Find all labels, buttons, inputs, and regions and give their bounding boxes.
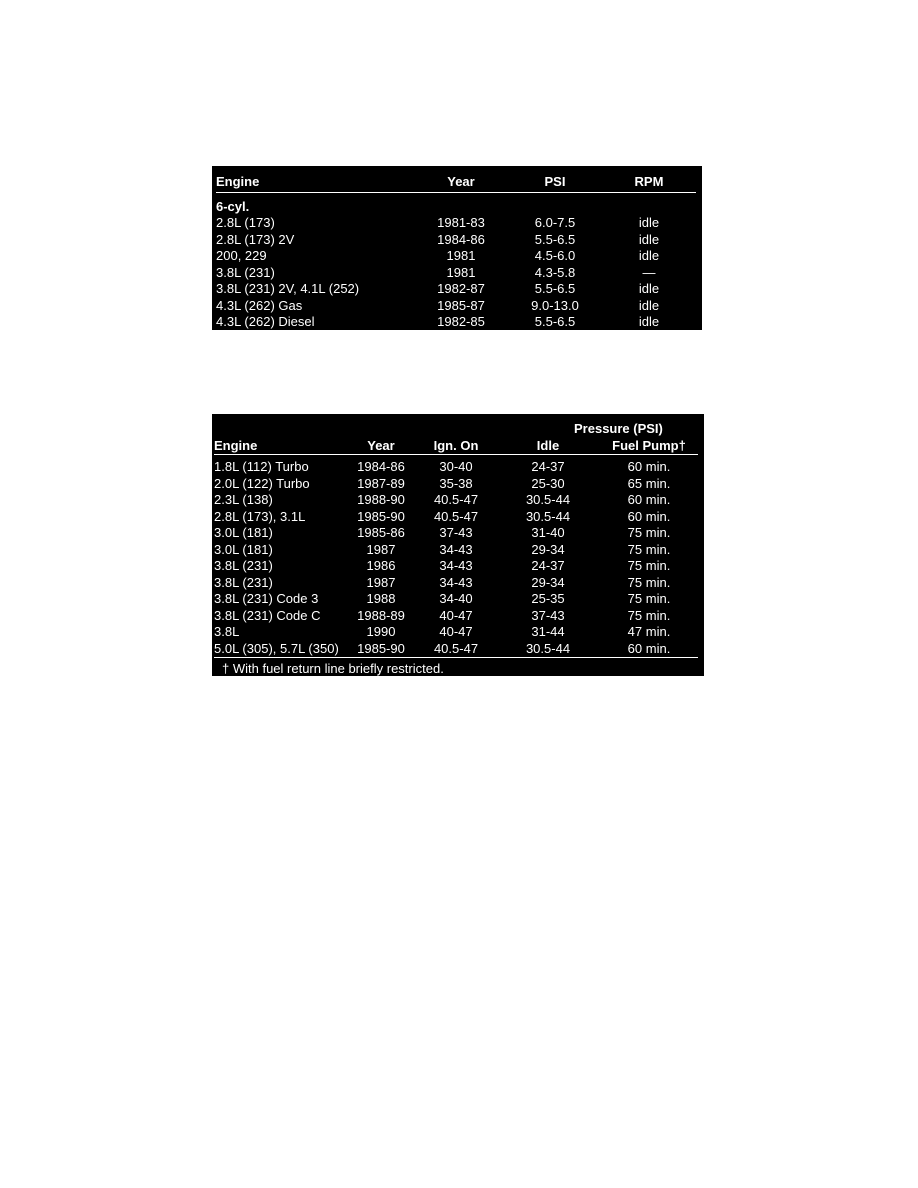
- cell-psi: 9.0-13.0: [531, 297, 579, 313]
- cell-engine: 3.8L (231) Code 3: [214, 591, 319, 606]
- cell-idle: 30.5-44: [525, 508, 571, 524]
- table-row: [216, 232, 696, 249]
- table-row: [216, 314, 696, 331]
- cell-rpm: idle: [638, 215, 660, 230]
- table-row: [214, 575, 698, 592]
- column-header-engine: Engine: [214, 437, 258, 453]
- cell-fuel-pump: 75 min.: [627, 591, 671, 606]
- cell-engine: 2.8L (173) 2V: [216, 231, 295, 247]
- cell-ign-on: 40.5-47: [433, 640, 479, 656]
- cell-ign-on: 34-43: [439, 558, 473, 573]
- cell-fuel-pump: 75 min.: [627, 525, 671, 540]
- cell-year: 1987: [366, 574, 396, 590]
- table-row: [214, 492, 698, 509]
- cell-rpm: idle: [638, 314, 660, 329]
- group-label: 6-cyl.: [216, 199, 250, 214]
- cell-fuel-pump: 75 min.: [627, 558, 671, 573]
- cell-year: 1985-90: [357, 640, 405, 656]
- cell-rpm: idle: [638, 281, 660, 296]
- cell-engine: 2.0L (122) Turbo: [214, 475, 310, 491]
- cell-idle: 24-37: [531, 558, 565, 573]
- cell-ign-on: 35-38: [439, 475, 473, 491]
- table-row: [216, 215, 696, 232]
- cell-psi: 6.0-7.5: [534, 215, 576, 230]
- cell-year: 1985-86: [357, 525, 405, 540]
- cell-psi: 5.5-6.5: [534, 231, 576, 247]
- cell-psi: 4.3-5.8: [534, 264, 576, 280]
- table-psi-footnote-row: [214, 658, 698, 678]
- cell-idle: 25-35: [531, 591, 565, 606]
- cell-engine: 2.8L (173): [216, 215, 275, 230]
- cell-fuel-pump: 65 min.: [627, 475, 671, 491]
- cell-idle: 30.5-44: [525, 492, 571, 507]
- table-psi-header-row: [214, 436, 698, 455]
- cell-rpm: idle: [638, 297, 660, 313]
- cell-idle: 25-30: [531, 475, 565, 491]
- cell-ign-on: 30-40: [439, 459, 473, 474]
- cell-year: 1987-89: [357, 475, 405, 491]
- cell-idle: 30.5-44: [525, 640, 571, 656]
- cell-year: 1988-89: [357, 607, 405, 623]
- cell-idle: 31-40: [531, 525, 565, 540]
- table-row: [216, 248, 696, 265]
- cell-rpm: —: [642, 264, 656, 280]
- table-row: [214, 608, 698, 625]
- cell-year: 1987: [366, 541, 396, 557]
- cell-psi: 4.5-6.0: [534, 248, 576, 263]
- pressure-group-header: Pressure (PSI): [574, 421, 663, 436]
- cell-fuel-pump: 60 min.: [627, 459, 671, 474]
- column-header-ign-on: Ign. On: [433, 437, 479, 453]
- cell-psi: 5.5-6.5: [534, 281, 576, 296]
- cell-ign-on: 37-43: [439, 525, 473, 540]
- fuel-pressure-table-6cyl: [212, 166, 702, 330]
- cell-engine: 4.3L (262) Gas: [216, 297, 303, 313]
- cell-fuel-pump: 60 min.: [627, 492, 671, 507]
- cell-year: 1984-86: [437, 231, 485, 247]
- cell-year: 1982-87: [437, 281, 485, 296]
- cell-ign-on: 40-47: [439, 607, 473, 623]
- table-row: [216, 281, 696, 298]
- fuel-pressure-table-psi: [212, 414, 704, 676]
- column-header-year: Year: [447, 173, 475, 189]
- table-group-row: [216, 199, 696, 215]
- cell-engine: 3.0L (181): [214, 525, 273, 540]
- cell-year: 1981: [446, 248, 476, 263]
- cell-year: 1986: [366, 558, 396, 573]
- column-header-engine: Engine: [216, 173, 260, 189]
- cell-engine: 3.8L (231): [214, 574, 273, 590]
- cell-year: 1990: [366, 624, 396, 639]
- cell-ign-on: 40.5-47: [433, 508, 479, 524]
- table-row: [214, 558, 698, 575]
- cell-rpm: idle: [638, 248, 660, 263]
- cell-engine: 5.0L (305), 5.7L (350): [214, 640, 339, 656]
- cell-ign-on: 34-43: [439, 541, 473, 557]
- table-6cyl-grid: [216, 170, 696, 331]
- cell-idle: 24-37: [531, 459, 565, 474]
- cell-fuel-pump: 75 min.: [627, 541, 671, 557]
- column-header-idle: Idle: [536, 437, 560, 453]
- cell-fuel-pump: 75 min.: [627, 607, 671, 623]
- table-row: [214, 509, 698, 526]
- table-6cyl-header-row: [216, 170, 696, 193]
- cell-engine: 1.8L (112) Turbo: [214, 459, 309, 474]
- cell-ign-on: 34-43: [439, 574, 473, 590]
- cell-year: 1988: [366, 591, 396, 606]
- column-header-fuel-pump: Fuel Pump†: [612, 437, 686, 453]
- cell-ign-on: 34-40: [439, 591, 473, 606]
- footnote: † With fuel return line briefly restricted.: [222, 661, 444, 676]
- cell-year: 1988-90: [357, 492, 405, 507]
- column-header-rpm: RPM: [634, 173, 664, 189]
- cell-engine: 3.8L: [214, 624, 240, 639]
- column-header-psi: PSI: [544, 173, 566, 189]
- cell-year: 1981-83: [437, 215, 485, 230]
- cell-engine: 2.8L (173), 3.1L: [214, 508, 306, 524]
- cell-year: 1982-85: [437, 314, 485, 329]
- cell-fuel-pump: 75 min.: [627, 574, 671, 590]
- cell-year: 1985-87: [437, 297, 485, 313]
- cell-engine: 3.8L (231): [216, 264, 275, 280]
- cell-year: 1981: [446, 264, 476, 280]
- cell-fuel-pump: 60 min.: [627, 640, 671, 656]
- cell-psi: 5.5-6.5: [534, 314, 576, 329]
- table-psi-grid: [214, 416, 698, 677]
- cell-year: 1984-86: [357, 459, 405, 474]
- table-row: [214, 476, 698, 493]
- cell-engine: 3.8L (231) Code C: [214, 607, 321, 623]
- table-row: [214, 591, 698, 608]
- cell-fuel-pump: 60 min.: [627, 508, 671, 524]
- cell-engine: 2.3L (138): [214, 492, 273, 507]
- cell-idle: 31-44: [531, 624, 565, 639]
- table-row: [216, 265, 696, 282]
- table-row: [214, 542, 698, 559]
- cell-ign-on: 40.5-47: [433, 492, 479, 507]
- table-psi-group-header-row: [214, 416, 698, 436]
- cell-engine: 3.8L (231): [214, 558, 273, 573]
- table-row: [214, 641, 698, 658]
- cell-fuel-pump: 47 min.: [627, 624, 671, 639]
- table-row: [214, 459, 698, 476]
- table-row: [214, 525, 698, 542]
- cell-idle: 37-43: [531, 607, 565, 623]
- column-header-year: Year: [367, 437, 395, 453]
- cell-rpm: idle: [638, 231, 660, 247]
- table-row: [216, 298, 696, 315]
- table-row: [214, 624, 698, 641]
- cell-engine: 3.0L (181): [214, 541, 273, 557]
- cell-engine: 3.8L (231) 2V, 4.1L (252): [216, 281, 360, 296]
- cell-year: 1985-90: [357, 508, 405, 524]
- cell-idle: 29-34: [531, 541, 565, 557]
- cell-idle: 29-34: [531, 574, 565, 590]
- cell-ign-on: 40-47: [439, 624, 473, 639]
- cell-engine: 200, 229: [216, 248, 267, 263]
- cell-engine: 4.3L (262) Diesel: [216, 314, 315, 329]
